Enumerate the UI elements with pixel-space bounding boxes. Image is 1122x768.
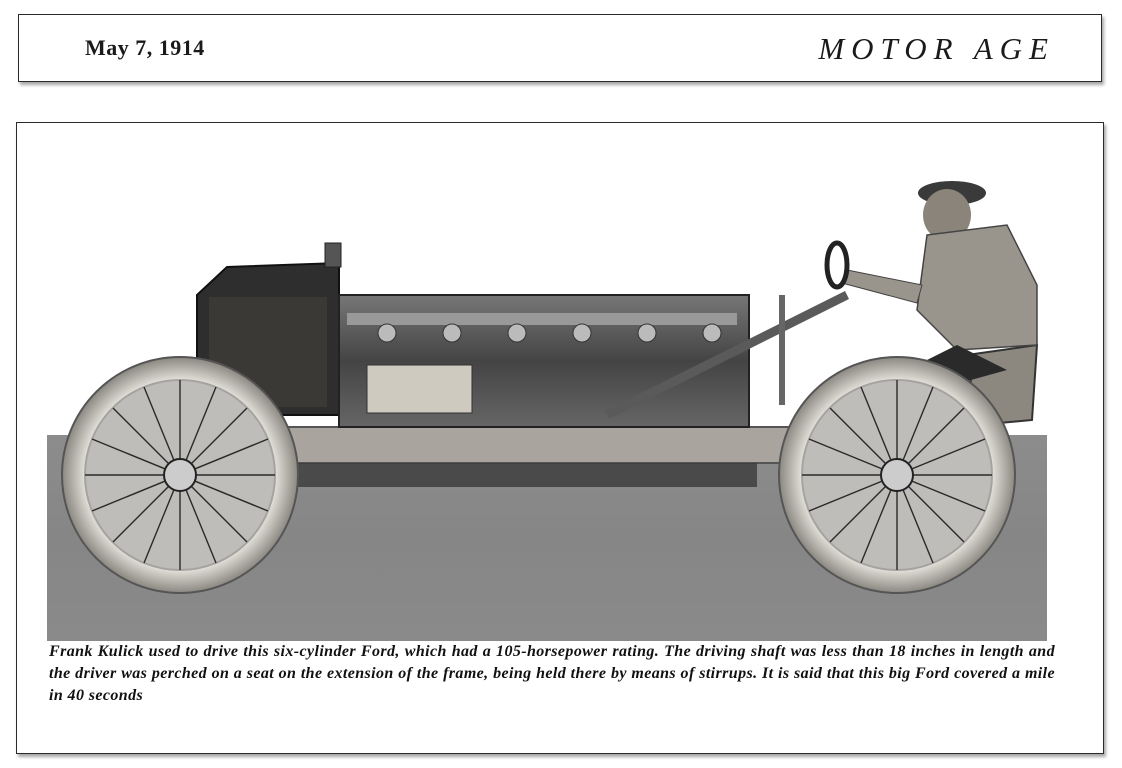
- chassis-frame: [282, 427, 822, 463]
- race-car-photo: [47, 145, 1047, 641]
- publication-title: MOTOR AGE: [818, 31, 1055, 66]
- rear-wheel: [779, 357, 1015, 593]
- page-header: [18, 14, 1102, 82]
- issue-date: May 7, 1914: [85, 35, 205, 60]
- photo-caption: Frank Kulick used to drive this six-cylinder Ford, which had a 105-horsepower rating. The driving shaft was less than 18 inches in length and the driver was perched on a seat on the extension of the frame, being held there by means of stirrups. It is said that this big Ford covered a mile in 40 seconds: [49, 643, 1055, 704]
- figure: [16, 122, 1104, 754]
- front-wheel: [62, 357, 298, 593]
